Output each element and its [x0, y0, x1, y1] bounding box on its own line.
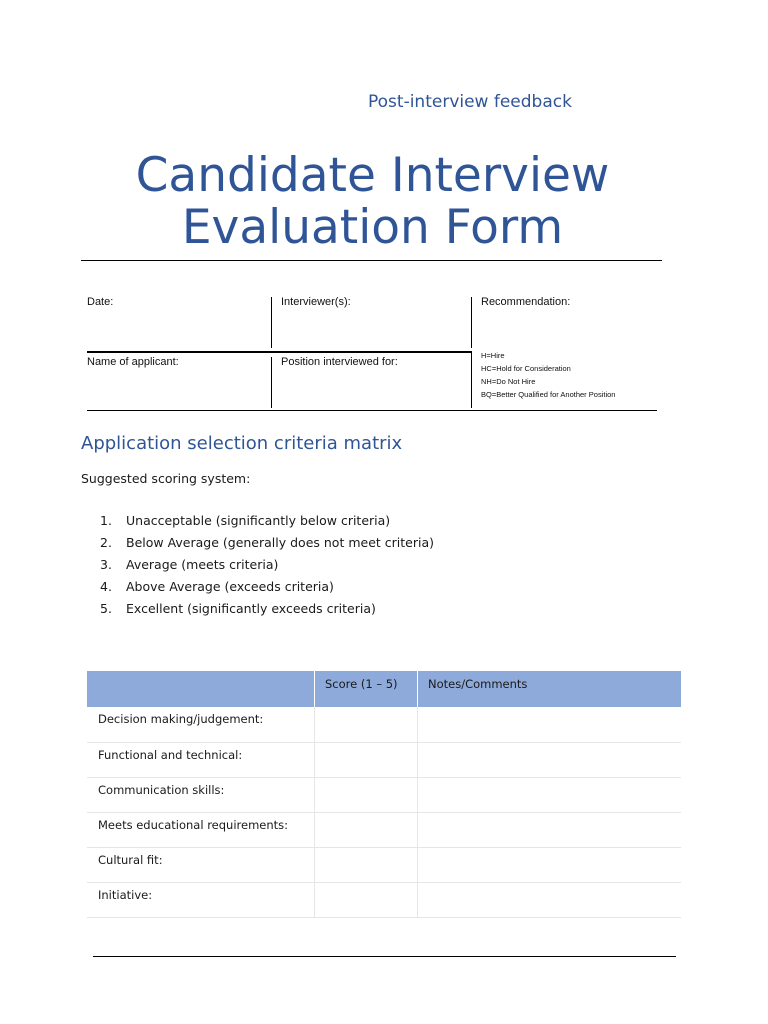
notes-cell[interactable]	[418, 847, 682, 882]
criterion-label: Functional and technical:	[87, 742, 315, 777]
date-label: Date:	[87, 296, 114, 308]
form-title-line-2: Evaluation Form	[181, 200, 564, 255]
scale-item-number: 5.	[100, 601, 112, 616]
score-cell[interactable]	[315, 777, 418, 812]
scale-item-label: Excellent (significantly exceeds criteria)	[126, 601, 376, 616]
notes-cell[interactable]	[418, 882, 682, 917]
recommendation-code: H=Hire	[481, 351, 505, 360]
notes-cell[interactable]	[418, 812, 682, 847]
form-title-line-1: Candidate Interview	[135, 148, 610, 203]
criterion-label: Initiative:	[87, 882, 315, 917]
scale-item-label: Unacceptable (significantly below criteria)	[126, 513, 391, 528]
scale-item-number: 4.	[100, 579, 112, 594]
info-grid-row-divider	[87, 351, 472, 353]
scale-item-number: 1.	[100, 513, 112, 528]
score-cell[interactable]	[315, 882, 418, 917]
recommendation-code: HC=Hold for Consideration	[481, 364, 571, 373]
applicant-name-label: Name of applicant:	[87, 356, 179, 368]
scale-item	[100, 554, 434, 576]
interviewers-label: Interviewer(s):	[281, 296, 351, 308]
table-row	[87, 707, 681, 742]
notes-cell[interactable]	[418, 777, 682, 812]
criterion-label: Decision making/judgement:	[87, 707, 315, 742]
scoring-intro: Suggested scoring system:	[81, 471, 251, 486]
form-title	[0, 150, 745, 254]
scale-item-label: Above Average (exceeds criteria)	[126, 579, 334, 594]
form-subtitle: Post-interview feedback	[368, 92, 572, 112]
recommendation-code: NH=Do Not Hire	[481, 377, 536, 386]
info-grid-divider	[471, 353, 472, 408]
footer-divider	[93, 956, 676, 957]
table-row	[87, 742, 681, 777]
info-grid-bottom-rule	[87, 410, 657, 411]
scale-item-number: 2.	[100, 535, 112, 550]
matrix-header-notes: Notes/Comments	[418, 671, 682, 707]
score-cell[interactable]	[315, 742, 418, 777]
matrix-header-row	[87, 671, 681, 707]
recommendation-code: BQ=Better Qualified for Another Position	[481, 390, 616, 399]
table-row	[87, 847, 681, 882]
criteria-matrix-table	[87, 671, 681, 918]
table-row	[87, 812, 681, 847]
scale-item	[100, 598, 434, 620]
scale-item-label: Average (meets criteria)	[126, 557, 279, 572]
scale-item	[100, 576, 434, 598]
scale-item-label: Below Average (generally does not meet criteria)	[126, 535, 434, 550]
scale-item	[100, 532, 434, 554]
scale-item	[100, 510, 434, 532]
scale-item-number: 3.	[100, 557, 112, 572]
score-cell[interactable]	[315, 812, 418, 847]
position-label: Position interviewed for:	[281, 356, 398, 368]
score-cell[interactable]	[315, 847, 418, 882]
title-divider	[81, 260, 662, 261]
info-grid-divider	[271, 297, 272, 348]
recommendation-label: Recommendation:	[481, 296, 571, 308]
info-grid-divider	[271, 357, 272, 408]
criterion-label: Meets educational requirements:	[87, 812, 315, 847]
criterion-label: Communication skills:	[87, 777, 315, 812]
notes-cell[interactable]	[418, 707, 682, 742]
recommendation-legend	[481, 349, 615, 401]
score-cell[interactable]	[315, 707, 418, 742]
info-grid-divider	[471, 297, 472, 348]
criterion-label: Cultural fit:	[87, 847, 315, 882]
table-row	[87, 777, 681, 812]
matrix-header-score: Score (1 – 5)	[315, 671, 418, 707]
notes-cell[interactable]	[418, 742, 682, 777]
table-row	[87, 882, 681, 917]
matrix-header-criteria	[87, 671, 315, 707]
scoring-scale-list	[100, 510, 434, 620]
criteria-heading: Application selection criteria matrix	[81, 433, 403, 454]
